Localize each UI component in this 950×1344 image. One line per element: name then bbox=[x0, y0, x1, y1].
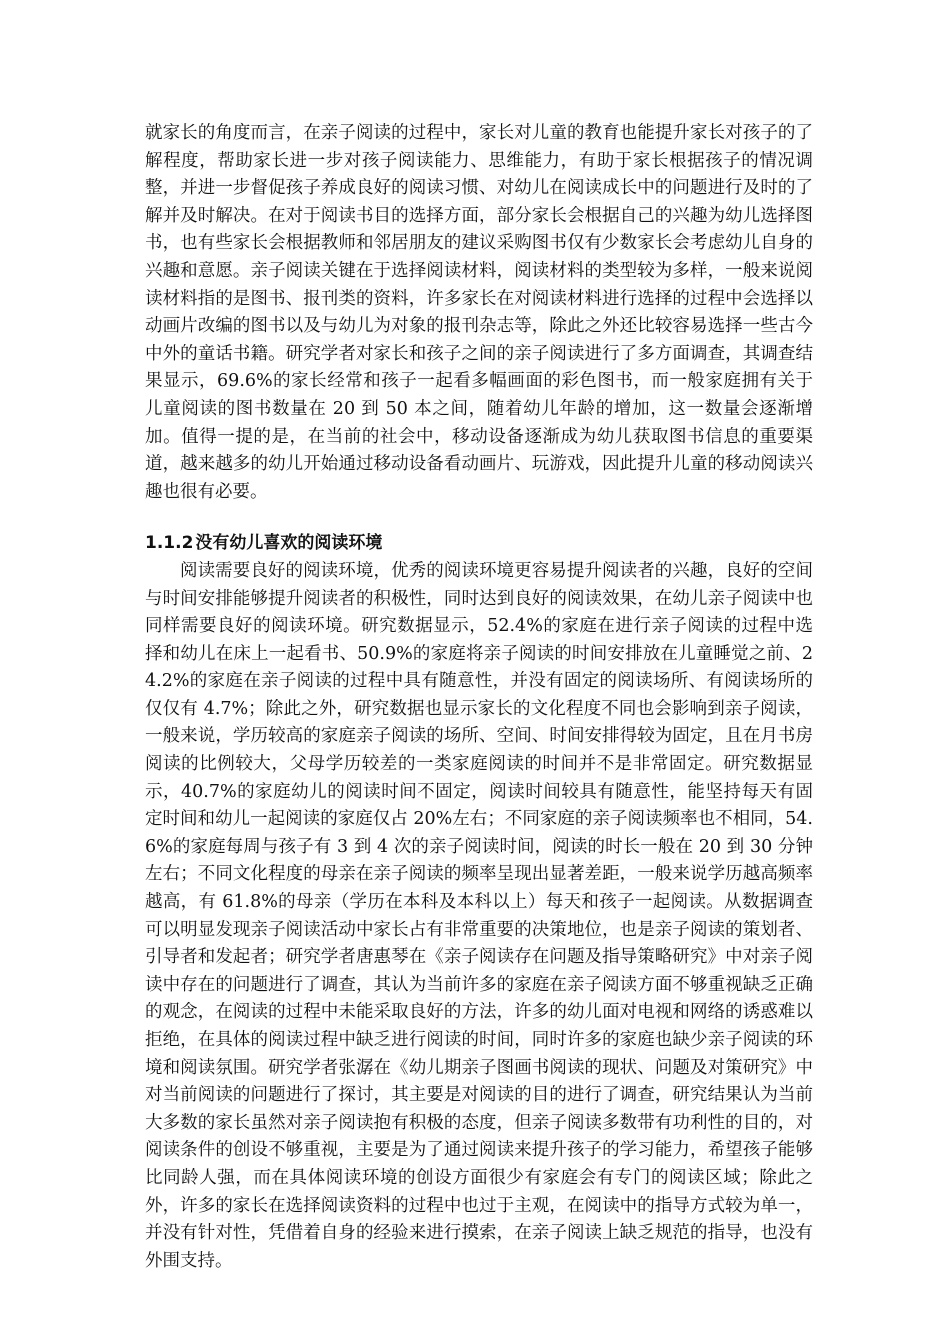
section-title: 没有幼儿喜欢的阅读环境 bbox=[195, 533, 383, 554]
section-number: 1.1.2 bbox=[145, 533, 194, 554]
document-body bbox=[145, 120, 813, 1275]
section-heading bbox=[145, 530, 813, 558]
paragraph-reading-environment: 阅读需要良好的阅读环境，优秀的阅读环境更容易提升阅读者的兴趣，良好的空间与时间安排能够提升阅读者的积极性，同时达到良好的阅读效果，在幼儿亲子阅读中也同样需要良好的阅读环境。研究数据显示，52.4%的家庭在进行亲子阅读的过程中选择和幼儿在床上一起看书、50.9%的家庭将亲子阅读的时间安排放在儿童睡觉之前、24.2%的家庭在亲子阅读的过程中具有随意性，并没有固定的阅读场所、有阅读场所的仅仅有 4.7%；除此之外，研究数据也显示家长的文化程度不同也会影响到亲子阅读，一般来说，学历较高的家庭亲子阅读的场所、空间、时间安排得较为固定，且在月书房阅读的比例较大，父母学历较差的一类家庭阅读的时间并不是非常固定。研究数据显示，40.7%的家庭幼儿的阅读时间不固定，阅读时间较具有随意性，能坚持每天有固定时间和幼儿一起阅读的家庭仅占 20%左右；不同家庭的亲子阅读频率也不相同，54.6%的家庭每周与孩子有 3 到 4 次的亲子阅读时间，阅读的时长一般在 20 到 30 分钟左右；不同文化程度的母亲在亲子阅读的频率呈现出显著差距，一般来说学历越高频率越高，有 61.8%的母亲（学历在本科及本科以上）每天和孩子一起阅读。从数据调查可以明显发现亲子阅读活动中家长占有非常重要的决策地位，也是亲子阅读的策划者、引导者和发起者；研究学者唐惠琴在《亲子阅读存在问题及指导策略研究》中对亲子阅读中存在的问题进行了调查，其认为当前许多的家庭在亲子阅读方面不够重视缺乏正确的观念，在阅读的过程中未能采取良好的方法，许多的幼儿面对电视和网络的诱惑难以拒绝，在具体的阅读过程中缺乏进行阅读的时间，同时许多的家庭也缺少亲子阅读的环境和阅读氛围。研究学者张潺在《幼儿期亲子图画书阅读的现状、问题及对策研究》中对当前阅读的问题进行了探讨，其主要是对阅读的目的进行了调查，研究结果认为当前大多数的家长虽然对亲子阅读抱有积极的态度，但亲子阅读多数带有功利性的目的，对阅读条件的创设不够重视，主要是为了通过阅读来提升孩子的学习能力，希望孩子能够比同龄人强，而在具体阅读环境的创设方面很少有家庭会有专门的阅读区域；除此之外，许多的家长在选择阅读资料的过程中也过于主观，在阅读中的指导方式较为单一，并没有针对性，凭借着自身的经验来进行摸索，在亲子阅读上缺乏规范的指导，也没有外围支持。 bbox=[145, 560, 813, 1271]
paragraph-parent-child-reading-materials: 就家长的角度而言，在亲子阅读的过程中，家长对儿童的教育也能提升家长对孩子的了解程度，帮助家长进一步对孩子阅读能力、思维能力，有助于家长根据孩子的情况调整，并进一步督促孩子养成良好的阅读习惯、对幼儿在阅读成长中的问题进行及时的了解并及时解决。在对于阅读书目的选择方面，部分家长会根据自己的兴趣为幼儿选择图书，也有些家长会根据教师和邻居朋友的建议采购图书仅有少数家长会考虑幼儿自身的兴趣和意愿。亲子阅读关键在于选择阅读材料，阅读材料的类型较为多样，一般来说阅读材料指的是图书、报刊类的资料，许多家长在对阅读材料进行选择的过程中会选择以动画片改编的图书以及与幼儿为对象的报刊杂志等，除此之外还比较容易选择一些古今中外的童话书籍。研究学者对家长和孩子之间的亲子阅读进行了多方面调查，其调查结果显示，69.6%的家长经常和孩子一起看多幅画面的彩色图书，而一般家庭拥有关于儿童阅读的图书数量在 20 到 50 本之间，随着幼儿年龄的增加，这一数量会逐渐增加。值得一提的是，在当前的社会中，移动设备逐渐成为幼儿获取图书信息的重要渠道，越来越多的幼儿开始通过移动设备看动画片、玩游戏，因此提升儿童的移动阅读兴趣也很有必要。 bbox=[145, 123, 813, 502]
